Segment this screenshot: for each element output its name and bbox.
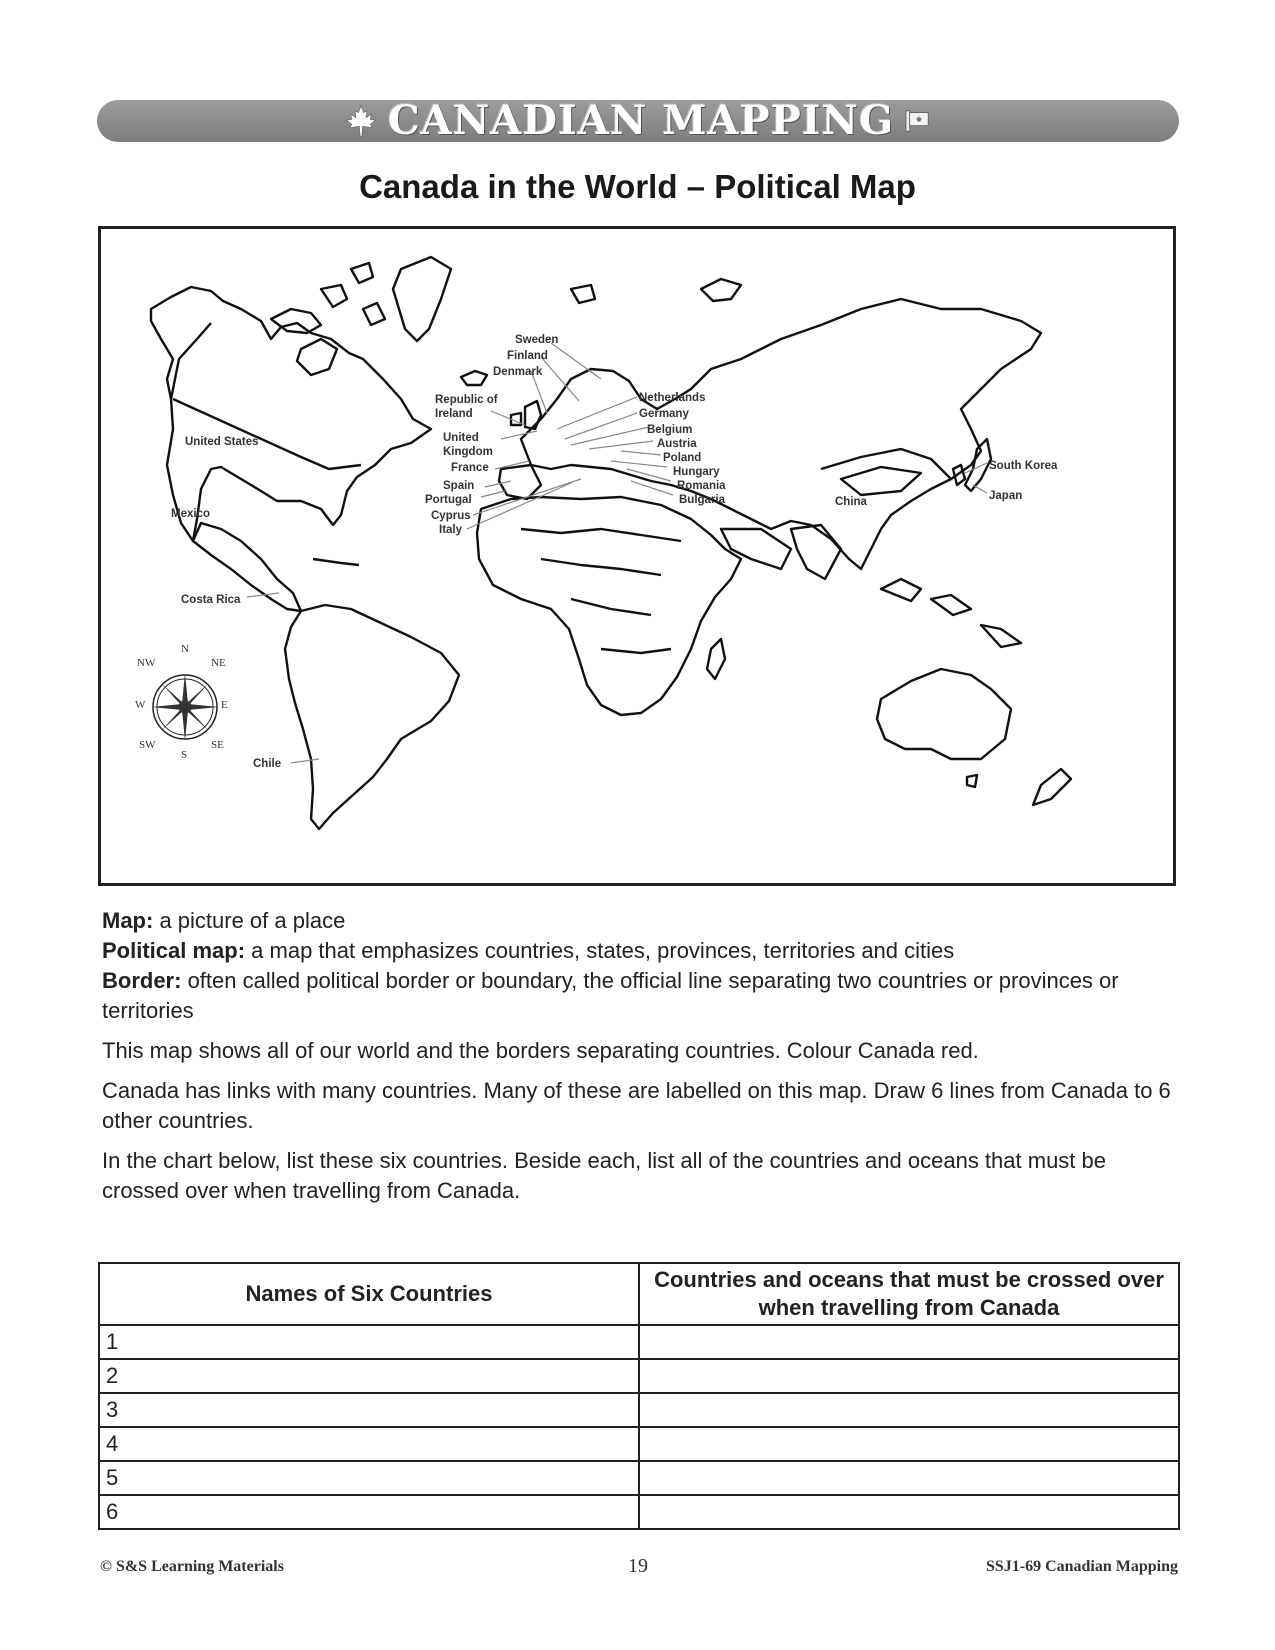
map-label-japan: Japan [989, 490, 1023, 502]
compass-n: N [181, 643, 189, 655]
map-label-united-states: United States [185, 436, 259, 448]
banner-title: CANADIAN MAPPING [387, 97, 895, 144]
map-label-costa-rica: Costa Rica [181, 594, 241, 606]
definition-political-map: Political map: a map that emphasizes countries, states, provinces, territories and cities [102, 938, 955, 963]
compass-ne: NE [211, 657, 226, 669]
page-title: Canada in the World – Political Map [359, 168, 916, 205]
country-cell[interactable]: 1 [99, 1325, 639, 1359]
footer-copyright: © S&S Learning Materials [100, 1558, 284, 1575]
country-cell[interactable]: 2 [99, 1359, 639, 1393]
map-label-sweden: Sweden [515, 334, 559, 346]
map-label-mexico: Mexico [171, 508, 210, 520]
map-label-finland: Finland [507, 350, 548, 362]
map-label-south-korea: South Korea [989, 460, 1058, 472]
instruction-2: Canada has links with many countries. Many of these are labelled on this map. Draw 6 lines from Canada to 6 other countries. [102, 1078, 1171, 1133]
header-names-of-countries: Names of Six Countries [99, 1263, 639, 1325]
instruction-1: This map shows all of our world and the borders separating countries. Colour Canada red. [102, 1038, 979, 1063]
crossed-cell[interactable] [639, 1427, 1179, 1461]
table-row [99, 1495, 1179, 1529]
crossed-cell[interactable] [639, 1461, 1179, 1495]
world-political-map [98, 226, 1176, 886]
map-label-belgium: Belgium [647, 424, 693, 436]
compass-s: S [181, 749, 188, 761]
country-cell[interactable]: 3 [99, 1393, 639, 1427]
table-row [99, 1461, 1179, 1495]
flag-icon [904, 109, 932, 133]
map-label-germany: Germany [639, 408, 689, 420]
table-row [99, 1393, 1179, 1427]
map-label-ireland-1: Republic of [435, 394, 498, 406]
map-label-hungary: Hungary [673, 466, 720, 478]
compass-nw: NW [137, 657, 156, 669]
country-cell[interactable]: 4 [99, 1427, 639, 1461]
header-crossed-countries-oceans: Countries and oceans that must be crossed over when travelling from Canada [639, 1263, 1179, 1325]
compass-se: SE [211, 739, 224, 751]
table-header-row [99, 1263, 1179, 1325]
country-cell[interactable]: 5 [99, 1461, 639, 1495]
map-label-cyprus: Cyprus [431, 510, 471, 522]
definitions-section [102, 906, 1182, 1206]
footer-book-code: SSJ1-69 Canadian Mapping [985, 1558, 1178, 1575]
map-label-ireland-2: Ireland [435, 408, 473, 420]
map-label-austria: Austria [657, 438, 697, 450]
table-row [99, 1359, 1179, 1393]
map-label-france: France [451, 462, 489, 474]
table-row [99, 1427, 1179, 1461]
map-label-china: China [835, 496, 867, 508]
map-label-portugal: Portugal [425, 494, 472, 506]
map-label-bulgaria: Bulgaria [679, 494, 726, 506]
compass-rose-icon [147, 669, 223, 745]
world-map-outline [101, 229, 1173, 883]
maple-leaf-icon [344, 104, 378, 138]
table-row [99, 1325, 1179, 1359]
map-label-netherlands: Netherlands [639, 392, 706, 404]
map-label-denmark: Denmark [493, 366, 543, 378]
definition-border: Border: often called political border or boundary, the official line separating two countries or provinces or territories [102, 968, 1119, 1023]
map-label-italy: Italy [439, 524, 463, 536]
definition-map: Map: a picture of a place [102, 908, 346, 933]
compass-e: E [221, 699, 228, 711]
header-banner [97, 97, 1179, 144]
map-label-romania: Romania [677, 480, 726, 492]
map-label-uk-2: Kingdom [443, 446, 493, 458]
crossed-cell[interactable] [639, 1495, 1179, 1529]
crossed-cell[interactable] [639, 1359, 1179, 1393]
map-label-poland: Poland [663, 452, 702, 464]
map-label-chile: Chile [253, 758, 282, 770]
country-cell[interactable]: 6 [99, 1495, 639, 1529]
instruction-3: In the chart below, list these six countries. Beside each, list all of the countries and oceans that must be crossed over when travelling from Canada. [102, 1148, 1106, 1203]
crossed-cell[interactable] [639, 1393, 1179, 1427]
footer-page-number: 19 [628, 1555, 648, 1577]
map-label-uk-1: United [443, 432, 479, 444]
map-label-spain: Spain [443, 480, 475, 492]
compass-sw: SW [139, 739, 156, 751]
countries-chart-table [98, 1262, 1180, 1530]
compass-w: W [135, 699, 146, 711]
crossed-cell[interactable] [639, 1325, 1179, 1359]
